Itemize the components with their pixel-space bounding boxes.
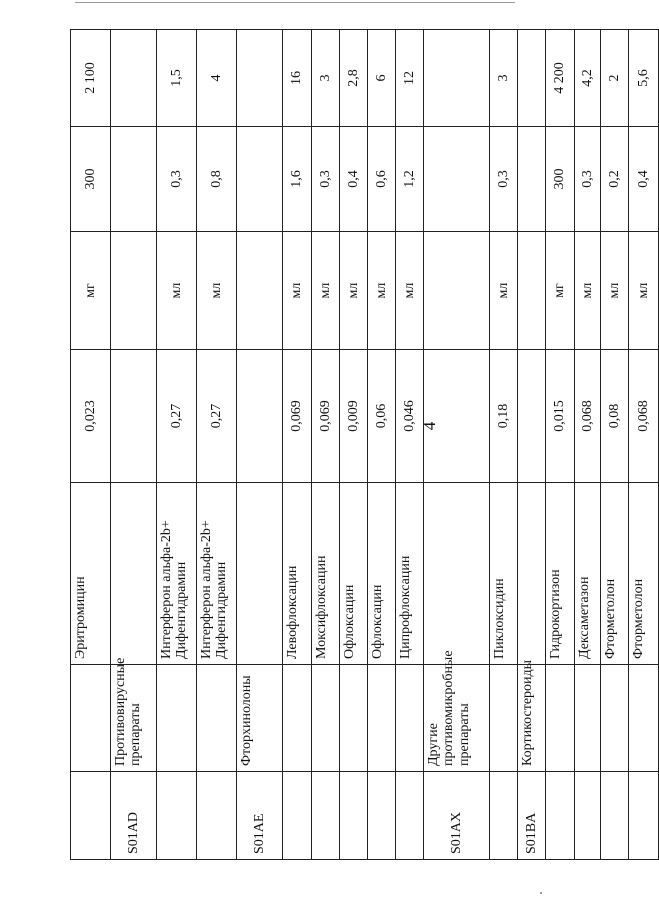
drug-name-cell xyxy=(424,483,490,665)
group-name-cell xyxy=(490,665,518,772)
concentration-cell: 0,18 xyxy=(490,350,518,483)
unit-cell: мл xyxy=(197,232,237,350)
drug-name-cell: Фторметолон xyxy=(629,483,659,665)
scan-top-line xyxy=(75,2,515,3)
drug-name-cell: Моксифлоксацин xyxy=(312,483,340,665)
quantity-cell: 300 xyxy=(71,127,111,232)
atc-code-cell xyxy=(601,772,629,860)
atc-code-cell xyxy=(157,772,197,860)
unit-cell: мл xyxy=(601,232,629,350)
quantity-cell xyxy=(111,127,157,232)
group-name-cell: Кортикостероиды xyxy=(518,665,546,772)
atc-code-cell xyxy=(340,772,368,860)
concentration-cell: 0,069 xyxy=(283,350,312,483)
drug-name-cell xyxy=(237,483,283,665)
group-name-cell xyxy=(629,665,659,772)
drug-name-cell: Интерферон альфа-2b+ Дифенгидрамин xyxy=(197,483,237,665)
atc-code-cell xyxy=(629,772,659,860)
table-row xyxy=(546,30,575,860)
quantity-cell: 1,6 xyxy=(283,127,312,232)
table-row xyxy=(368,30,396,860)
group-name-cell xyxy=(71,665,111,772)
concentration-cell: 0,009 xyxy=(340,350,368,483)
drug-name-cell: Фторметолон xyxy=(601,483,629,665)
concentration-cell: 0,068 xyxy=(575,350,601,483)
table-row xyxy=(312,30,340,860)
total-cell: 6 xyxy=(368,30,396,127)
drug-name-cell: Дексаметазон xyxy=(575,483,601,665)
concentration-cell: 0,27 xyxy=(157,350,197,483)
concentration-cell xyxy=(237,350,283,483)
unit-cell: мл xyxy=(629,232,659,350)
concentration-cell: 0,023 xyxy=(71,350,111,483)
total-cell xyxy=(518,30,546,127)
group-name-cell xyxy=(546,665,575,772)
total-cell: 2 100 xyxy=(71,30,111,127)
quantity-cell: 0,8 xyxy=(197,127,237,232)
group-name-cell xyxy=(157,665,197,772)
drug-name-cell: Офлоксацин xyxy=(340,483,368,665)
atc-code-cell xyxy=(312,772,340,860)
total-cell: 3 xyxy=(312,30,340,127)
unit-cell: мг xyxy=(546,232,575,350)
unit-cell: мл xyxy=(575,232,601,350)
quantity-cell: 0,3 xyxy=(157,127,197,232)
concentration-cell: 0,015 xyxy=(546,350,575,483)
group-name-cell xyxy=(340,665,368,772)
table-row xyxy=(396,30,424,860)
total-cell: 2,8 xyxy=(340,30,368,127)
table-row xyxy=(518,30,546,860)
unit-cell xyxy=(111,232,157,350)
total-cell: 4,2 xyxy=(575,30,601,127)
total-cell xyxy=(111,30,157,127)
atc-code-cell xyxy=(197,772,237,860)
concentration-cell: 0,06 xyxy=(368,350,396,483)
atc-code-cell: S01AX xyxy=(424,772,490,860)
unit-cell: мг xyxy=(71,232,111,350)
unit-cell: мл xyxy=(368,232,396,350)
scan-speck xyxy=(540,892,542,894)
atc-code-cell xyxy=(575,772,601,860)
concentration-cell: 0,046 xyxy=(396,350,424,483)
atc-code-cell xyxy=(71,772,111,860)
unit-cell xyxy=(237,232,283,350)
unit-cell: мл xyxy=(157,232,197,350)
quantity-cell: 0,4 xyxy=(629,127,659,232)
atc-code-cell xyxy=(396,772,424,860)
total-cell: 12 xyxy=(396,30,424,127)
atc-code-cell xyxy=(546,772,575,860)
table-row xyxy=(424,30,490,860)
drug-table-rotated xyxy=(70,30,651,860)
total-cell: 3 xyxy=(490,30,518,127)
total-cell: 5,6 xyxy=(629,30,659,127)
quantity-cell xyxy=(237,127,283,232)
drug-name-cell: Интерферон альфа-2b+ Дифенгидрамин xyxy=(157,483,197,665)
quantity-cell: 0,3 xyxy=(490,127,518,232)
table-row xyxy=(157,30,197,860)
unit-cell: мл xyxy=(283,232,312,350)
group-name-cell xyxy=(601,665,629,772)
atc-code-cell xyxy=(490,772,518,860)
concentration-cell xyxy=(111,350,157,483)
group-name-cell xyxy=(312,665,340,772)
concentration-cell: 0,068 xyxy=(629,350,659,483)
atc-code-cell xyxy=(368,772,396,860)
quantity-cell: 0,3 xyxy=(575,127,601,232)
quantity-cell: 0,2 xyxy=(601,127,629,232)
drug-name-cell: Ципрофлоксацин xyxy=(396,483,424,665)
table-row xyxy=(340,30,368,860)
quantity-cell: 0,3 xyxy=(312,127,340,232)
concentration-cell xyxy=(518,350,546,483)
unit-cell: мл xyxy=(396,232,424,350)
group-name-cell: Другие противомикробные препараты xyxy=(424,665,490,772)
drug-name-cell: Пиклоксидин xyxy=(490,483,518,665)
drug-name-cell xyxy=(518,483,546,665)
quantity-cell: 300 xyxy=(546,127,575,232)
unit-cell xyxy=(518,232,546,350)
table-row xyxy=(629,30,659,860)
quantity-cell: 0,4 xyxy=(340,127,368,232)
table-row xyxy=(197,30,237,860)
quantity-cell: 0,6 xyxy=(368,127,396,232)
total-cell: 16 xyxy=(283,30,312,127)
atc-code-cell xyxy=(283,772,312,860)
unit-cell: мл xyxy=(490,232,518,350)
table-row xyxy=(71,30,111,860)
total-cell: 4 200 xyxy=(546,30,575,127)
drug-table xyxy=(70,29,659,860)
atc-code-cell: S01AE xyxy=(237,772,283,860)
group-name-cell: Фторхинолоны xyxy=(237,665,283,772)
table-row xyxy=(490,30,518,860)
drug-name-cell xyxy=(111,483,157,665)
group-name-cell xyxy=(575,665,601,772)
quantity-cell xyxy=(518,127,546,232)
atc-code-cell: S01BA xyxy=(518,772,546,860)
total-cell: 4 xyxy=(197,30,237,127)
group-name-cell xyxy=(396,665,424,772)
atc-code-cell: S01AD xyxy=(111,772,157,860)
group-name-cell xyxy=(283,665,312,772)
group-name-cell xyxy=(197,665,237,772)
drug-name-cell: Эритромицин xyxy=(71,483,111,665)
table-row xyxy=(601,30,629,860)
concentration-cell xyxy=(424,350,490,483)
drug-name-cell: Гидрокортизон xyxy=(546,483,575,665)
concentration-cell: 0,27 xyxy=(197,350,237,483)
group-name-cell: Противовирусные препараты xyxy=(111,665,157,772)
table-row xyxy=(111,30,157,860)
page-number: 4 xyxy=(420,421,439,431)
unit-cell xyxy=(424,232,490,350)
table-row xyxy=(237,30,283,860)
quantity-cell xyxy=(424,127,490,232)
concentration-cell: 0,08 xyxy=(601,350,629,483)
drug-name-cell: Левофлоксацин xyxy=(283,483,312,665)
total-cell: 2 xyxy=(601,30,629,127)
drug-name-cell: Офлоксацин xyxy=(368,483,396,665)
unit-cell: мл xyxy=(312,232,340,350)
group-name-cell xyxy=(368,665,396,772)
total-cell xyxy=(424,30,490,127)
table-row xyxy=(575,30,601,860)
total-cell xyxy=(237,30,283,127)
table-row xyxy=(283,30,312,860)
quantity-cell: 1,2 xyxy=(396,127,424,232)
total-cell: 1,5 xyxy=(157,30,197,127)
unit-cell: мл xyxy=(340,232,368,350)
concentration-cell: 0,069 xyxy=(312,350,340,483)
